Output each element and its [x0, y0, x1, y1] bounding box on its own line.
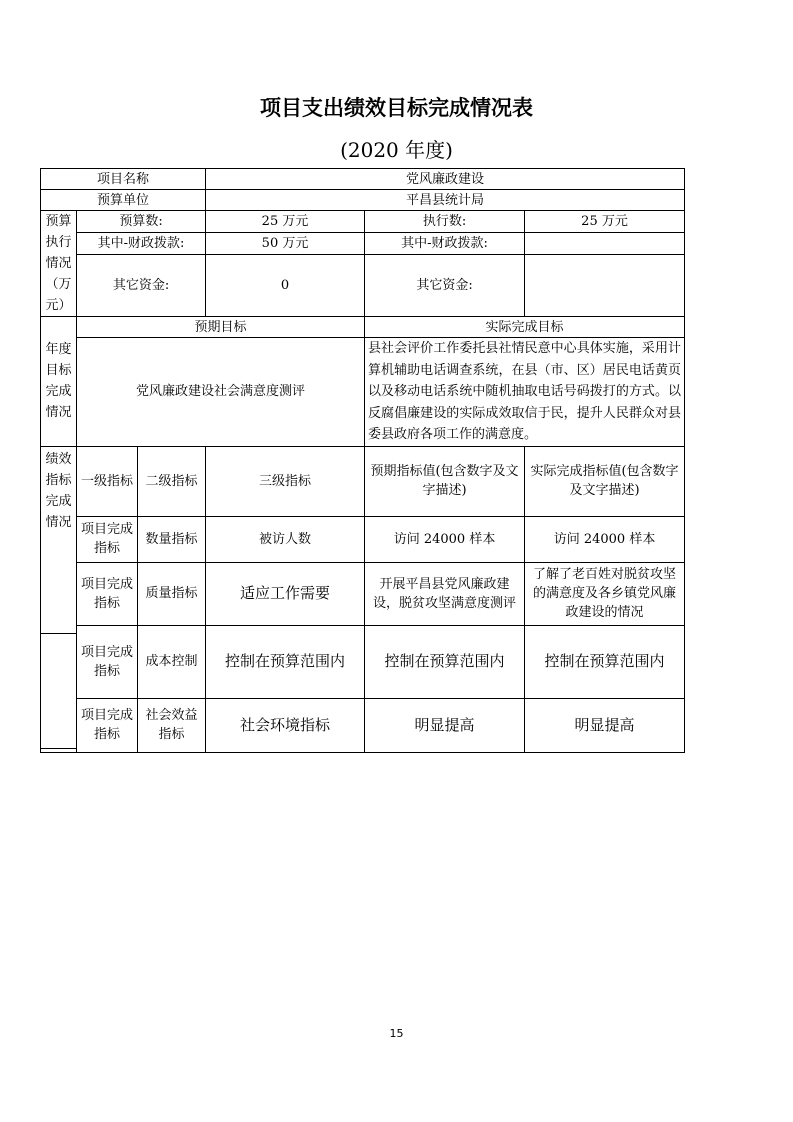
- row2-level1: 项目完成指标: [77, 562, 138, 625]
- expected-goal-text: 党风廉政建设社会满意度测评: [77, 338, 365, 447]
- page-number: 15: [389, 1027, 404, 1040]
- table-row: [41, 562, 685, 625]
- row1-actual: 访问 24000 样本: [525, 516, 685, 562]
- row3-actual: 控制在预算范围内: [525, 625, 685, 698]
- budget-exec-side-label: 预算执行情况（万元）: [41, 211, 77, 317]
- performance-side-label: 绩效指标完成情况: [41, 446, 77, 752]
- row3-expected: 控制在预算范围内: [365, 625, 525, 698]
- budget-unit-value: 平昌县统计局: [206, 190, 685, 211]
- row2-level3: 适应工作需要: [206, 562, 365, 625]
- actual-goal-header: 实际完成目标: [365, 317, 685, 338]
- exec-value: 25 万元: [525, 211, 685, 233]
- header-level2: 二级指标: [138, 446, 206, 516]
- page-subtitle: (2020 年度): [340, 138, 453, 162]
- header-actual-value: 实际完成指标值(包含数字及文字描述): [525, 446, 685, 516]
- fiscal-label-actual: 其中-财政拨款:: [365, 232, 525, 254]
- divider: [40, 633, 76, 634]
- divider: [40, 748, 76, 749]
- other-funds-value-actual: [525, 254, 685, 316]
- row3-level3: 控制在预算范围内: [206, 625, 365, 698]
- expected-goal-header: 预期目标: [77, 317, 365, 338]
- table-row: [41, 698, 685, 752]
- row4-actual: 明显提高: [525, 698, 685, 752]
- annual-goal-side-label: 年度目标完成情况: [41, 317, 77, 447]
- row4-level3: 社会环境指标: [206, 698, 365, 752]
- budget-label: 预算数:: [77, 211, 206, 233]
- other-funds-label-actual: 其它资金:: [365, 254, 525, 316]
- header-level3: 三级指标: [206, 446, 365, 516]
- fiscal-value-actual: [525, 232, 685, 254]
- project-name-label: 项目名称: [41, 169, 206, 190]
- fiscal-label: 其中-财政拨款:: [77, 232, 206, 254]
- project-name-value: 党风廉政建设: [206, 169, 685, 190]
- exec-label: 执行数:: [365, 211, 525, 233]
- other-funds-label: 其它资金:: [77, 254, 206, 316]
- row3-level1: 项目完成指标: [77, 625, 138, 698]
- row4-level2: 社会效益指标: [138, 698, 206, 752]
- table-row: [41, 625, 685, 698]
- actual-goal-text: 县社会评价工作委托县社情民意中心具体实施，采用计算机辅助电话调查系统，在县（市、区）居民电话黄页以及移动电话系统中随机抽取电话号码拨打的方式。以反腐倡廉建设的实际成效取信于民，提升人民群众对县委县政府各项工作的满意度。: [365, 338, 685, 447]
- performance-table: [40, 168, 685, 753]
- header-expected-value: 预期指标值(包含数字及文字描述): [365, 446, 525, 516]
- budget-value: 25 万元: [206, 211, 365, 233]
- row4-expected: 明显提高: [365, 698, 525, 752]
- fiscal-value: 50 万元: [206, 232, 365, 254]
- table-row: [41, 516, 685, 562]
- row2-expected: 开展平昌县党风廉政建设，脱贫攻坚满意度测评: [365, 562, 525, 625]
- row1-level3: 被访人数: [206, 516, 365, 562]
- header-level1: 一级指标: [77, 446, 138, 516]
- budget-unit-label: 预算单位: [41, 190, 206, 211]
- row1-level2: 数量指标: [138, 516, 206, 562]
- row2-level2: 质量指标: [138, 562, 206, 625]
- page-title: 项目支出绩效目标完成情况表: [260, 96, 533, 120]
- row1-expected: 访问 24000 样本: [365, 516, 525, 562]
- other-funds-value: 0: [206, 254, 365, 316]
- row4-level1: 项目完成指标: [77, 698, 138, 752]
- row3-level2: 成本控制: [138, 625, 206, 698]
- row1-level1: 项目完成指标: [77, 516, 138, 562]
- row2-actual: 了解了老百姓对脱贫攻坚的满意度及各乡镇党风廉政建设的情况: [525, 562, 685, 625]
